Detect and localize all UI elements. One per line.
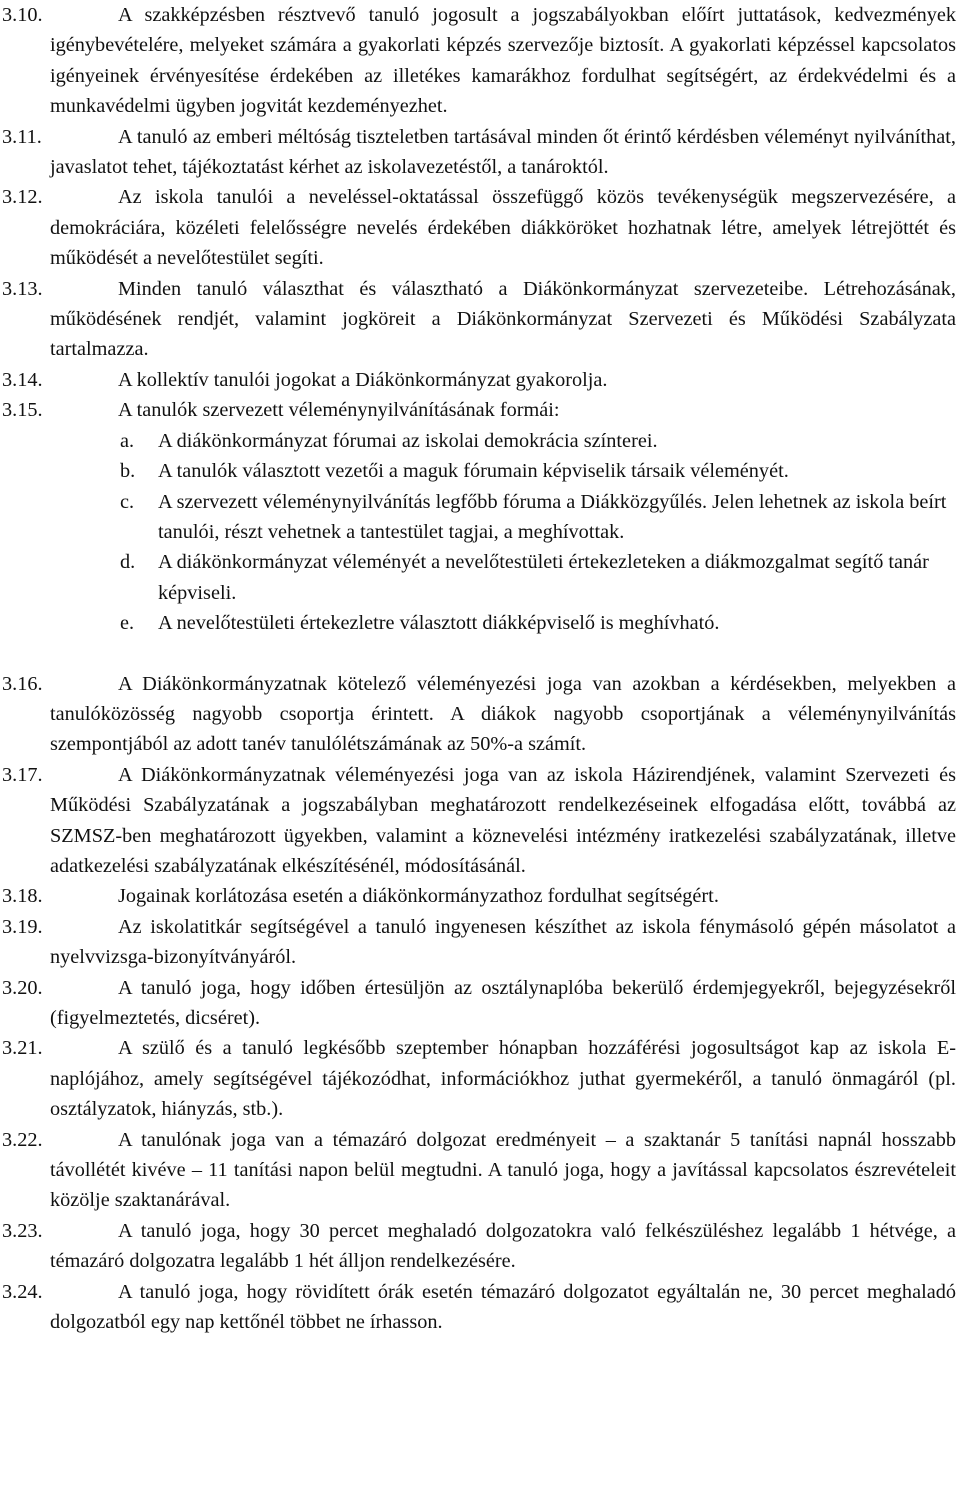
section-paragraph [2, 1277, 956, 1338]
section-paragraph [2, 274, 956, 365]
section-number: 3.16. [2, 672, 43, 695]
section-text: A tanulónak joga van a témazáró dolgozat eredményeit – a szaktanár 5 tanítási napnál hosszabb távollétét kivéve – 11 tanítási napon belül megtudni. A tanuló joga, hogy a javítással kapcsolatos észrevételeit közölje szaktanárával. [50, 1128, 956, 1212]
section-number: 3.18. [2, 885, 43, 908]
section-paragraph [2, 912, 956, 973]
spacer [2, 639, 956, 669]
section-paragraph [2, 1125, 956, 1216]
section-paragraph [2, 0, 956, 122]
section-number: 3.24. [2, 1280, 43, 1303]
list-item-letter: e. [120, 612, 135, 635]
section-number: 3.14. [2, 368, 43, 391]
section-text: A tanuló joga, hogy időben értesüljön az osztálynaplóba bekerülő érdemjegyekről, bejegyzésekről (figyelmeztetés, dicséret). [50, 976, 956, 1029]
section-text: A Diákönkormányzatnak véleményezési joga van az iskola Házirendjének, valamint Szervezeti és Működési Szabályzatának a jogszabályban meghatározott rendelkezéseinek elfogadása előtt, továbbá az SZMSZ-ben meghatározott ügyekben, valamint a köznevelési intézmény iratkezelési szabályzatának, illetve adatkezelési szabályzatának elkészítésénél, módosításánál. [50, 763, 956, 877]
section-text: A szülő és a tanuló legkésőbb szeptember hónapban hozzáférési jogosultságot kap az iskola E-naplójához, amely segítségével tájékozódhat, információkhoz juthat gyermekéről, a tanuló önmagáról (pl. osztályzatok, hiányzás, stb.). [50, 1037, 956, 1121]
section-text: A tanuló az emberi méltóság tiszteletben tartásával minden őt érintő kérdésben véleményt nyilváníthat, javaslatot tehet, tájékoztatást kérhet az iskolavezetéstől, a tanároktól. [50, 125, 956, 179]
section-text: A kollektív tanulói jogokat a Diákönkormányzat gyakorolja. [118, 368, 608, 391]
list-item-letter: c. [120, 490, 135, 513]
section-text: A szakképzésben résztvevő tanuló jogosult a jogszabályokban előírt juttatások, kedvezmények igénybevételére, melyeket számára a gyakorlati képzés szervezője biztosít. A gyakorlati képzéssel kapcsolatos igényeinek érvényesítése érdekében az illetékes kamarákhoz fordulhat segítségért, az érdekvédelmi és a munkavédelmi ügyben jogvitát kezdeményezhet. [50, 4, 956, 118]
section-paragraph [2, 1216, 956, 1277]
list-item-text: A tanulók választott vezetői a maguk fórumain képviselik társaik véleményét. [158, 460, 789, 483]
section-number: 3.21. [2, 1037, 43, 1060]
opinion-forms-list [2, 426, 956, 639]
section-text: A tanuló joga, hogy 30 percet meghaladó dolgozatokra való felkészüléshez legalább 1 hétvége, a témazáró dolgozatra legalább 1 hét álljon rendelkezésére. [50, 1219, 956, 1273]
section-number: 3.13. [2, 277, 43, 300]
list-item-text: A nevelőtestületi értekezletre választott diákképviselő is meghívható. [158, 612, 720, 635]
list-item-letter: b. [120, 460, 136, 483]
section-paragraph [2, 182, 956, 273]
list-item-text: A szervezett véleménynyilvánítás legfőbb fóruma a Diákközgyűlés. Jelen lehetnek az iskola beírt tanulói, részt vehetnek a tantestület tagjai, a meghívottak. [158, 490, 947, 543]
section-number: 3.22. [2, 1128, 43, 1151]
section-number: 3.20. [2, 976, 43, 999]
section-paragraph [2, 973, 956, 1034]
list-item-letter: d. [120, 551, 136, 574]
section-text: Az iskola tanulói a neveléssel-oktatással összefüggő közös tevékenységük megszervezésére, a demokráciára, közéleti felelősségre nevelés érdekében diákköröket hozhatnak létre, amelyek létrejöttét és működését a nevelőtestület segíti. [50, 186, 956, 270]
list-item [2, 426, 956, 456]
section-number: 3.17. [2, 763, 43, 786]
section-number: 3.12. [2, 186, 43, 209]
list-item [2, 608, 956, 638]
section-text: Jogainak korlátozása esetén a diákönkormányzathoz fordulhat segítségért. [118, 885, 719, 908]
section-number: 3.23. [2, 1219, 43, 1242]
section-text: Az iskolatitkár segítségével a tanuló ingyenesen készíthet az iskola fénymásoló gépén másolatot a nyelvvizsga-bizonyítványáról. [50, 915, 956, 969]
section-text: A tanuló joga, hogy rövidített órák esetén témazáró dolgozatot egyáltalán ne, 30 percet meghaladó dolgozatból egy nap kettőnél többet ne írhasson. [50, 1280, 956, 1334]
section-paragraph [2, 881, 956, 911]
list-item [2, 487, 956, 548]
section-number: 3.19. [2, 915, 43, 938]
section-paragraph [2, 1033, 956, 1124]
section-text: A Diákönkormányzatnak kötelező véleményezési joga van azokban a kérdésekben, melyekben a tanulóközösség nagyobb csoportja érintett. A diákok nagyobb csoportjának a véleménynyilvánítás szempontjából az adott tanév tanulólétszámának az 50%-a számít. [50, 672, 956, 756]
section-paragraph [2, 365, 956, 395]
section-number: 3.15. [2, 399, 43, 422]
list-item-letter: a. [120, 429, 135, 452]
section-paragraph [2, 669, 956, 760]
section-paragraph [2, 395, 956, 425]
section-number: 3.10. [2, 4, 43, 26]
list-item-text: A diákönkormányzat fórumai az iskolai demokrácia színterei. [158, 429, 658, 452]
list-item [2, 456, 956, 486]
rights-list-top [2, 0, 956, 426]
section-paragraph [2, 760, 956, 882]
rights-list-bottom [2, 669, 956, 1338]
list-item [2, 547, 956, 608]
list-item-text: A diákönkormányzat véleményét a nevelőtestületi értekezleteken a diákmozgalmat segítő tanár képviseli. [158, 551, 929, 604]
section-text: A tanulók szervezett véleménynyilvánításának formái: [118, 399, 560, 422]
section-paragraph [2, 122, 956, 183]
section-number: 3.11. [2, 125, 42, 148]
section-text: Minden tanuló választhat és választható a Diákönkormányzat szervezeteibe. Létrehozásának, működésének rendjét, valamint jogköreit a Diákönkormányzat Szervezeti és Működési Szabályzata tartalmazza. [50, 277, 956, 361]
